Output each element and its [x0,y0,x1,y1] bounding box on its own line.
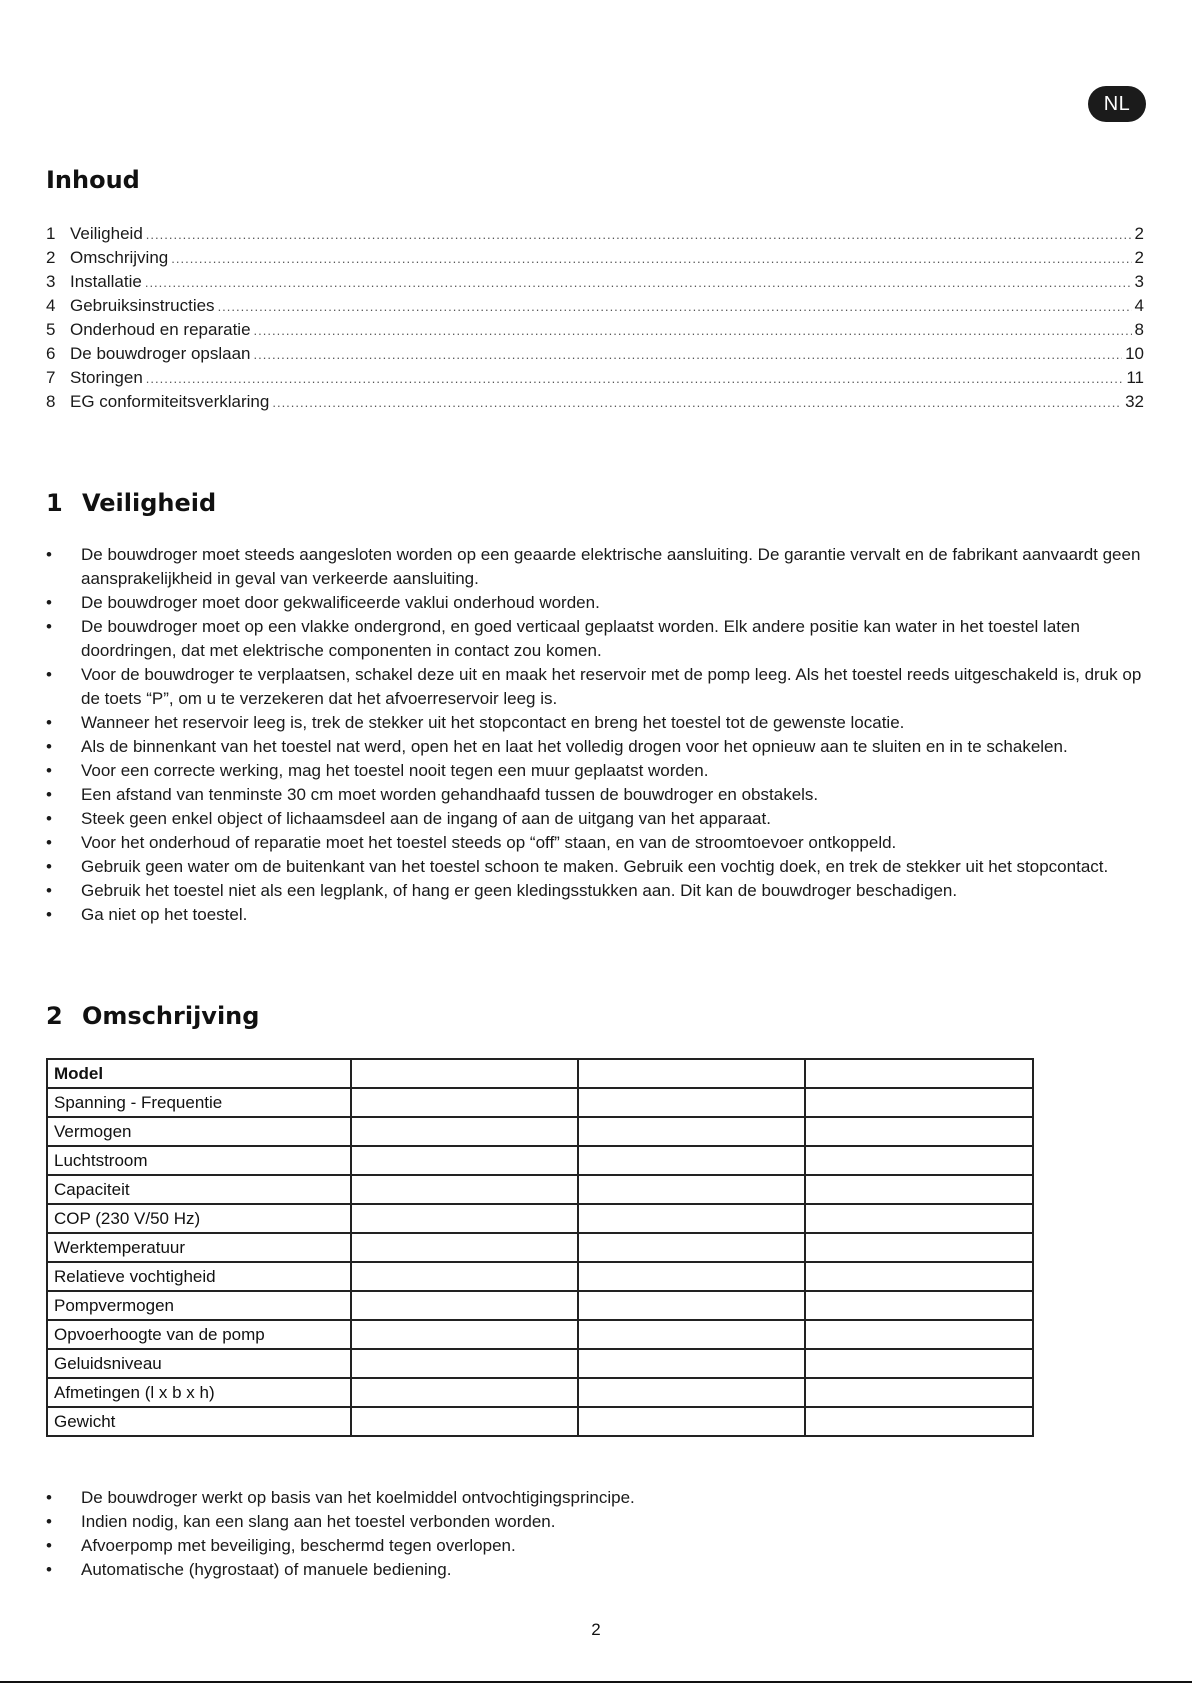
table-cell [351,1117,578,1146]
table-row [47,1262,1033,1291]
toc-entry[interactable] [46,222,1144,246]
toc-leader-dots [272,391,1122,415]
table-cell [805,1088,1033,1117]
table-cell [578,1233,805,1262]
section-title: Veiligheid [82,489,217,517]
table-cell [578,1088,805,1117]
row-label: Afmetingen (l x b x h) [47,1378,351,1407]
table-cell [351,1291,578,1320]
toc-entry-page: 10 [1125,344,1144,363]
table-cell [351,1146,578,1175]
toc-entry-number: 8 [46,392,56,411]
toc-entry-page: 3 [1134,272,1144,291]
table-cell [578,1407,805,1436]
table-cell [351,1320,578,1349]
toc-entry-number: 2 [46,248,56,267]
list-item: • Voor een correcte werking, mag het toestel nooit tegen een muur geplaatst worden. [46,759,1156,783]
toc-entry[interactable] [46,342,1144,366]
toc-entry-title: Storingen [70,368,143,387]
toc-leader-dots [171,247,1131,271]
table-cell [805,1262,1033,1291]
section-title: Omschrijving [82,1002,260,1030]
table-row [47,1204,1033,1233]
table-row [47,1088,1033,1117]
table-row [47,1117,1033,1146]
list-item: • Wanneer het reservoir leeg is, trek de stekker uit het stopcontact en breng het toestel tot de gewenste locatie. [46,711,1156,735]
table-cell [351,1088,578,1117]
table-cell [805,1233,1033,1262]
toc-entry[interactable] [46,246,1144,270]
table-row [47,1378,1033,1407]
section-number: 2 [46,1002,63,1030]
toc-entry-title: Onderhoud en reparatie [70,320,251,339]
list-item: • De bouwdroger moet op een vlakke ondergrond, en goed verticaal geplaatst worden. Elk andere positie kan water in het toestel laten doordringen, dat met elektrische componenten in contact zou komen. [46,615,1156,663]
list-item: • Voor de bouwdroger te verplaatsen, schakel deze uit en maak het reservoir met de pomp leeg. Als het toestel reeds uitgeschakeld is, druk op de toets “P”, om u te verzekeren dat het afvoerreservoir leeg is. [46,663,1156,711]
section-heading-omschrijving [46,1002,259,1030]
toc-entry-page: 8 [1134,320,1144,339]
table-row [47,1349,1033,1378]
row-label: Model [47,1059,351,1088]
list-item: • Gebruik het toestel niet als een legplank, of hang er geen kledingsstukken aan. Dit kan de bouwdroger beschadigen. [46,879,1156,903]
toc-entry[interactable] [46,294,1144,318]
table-cell [805,1175,1033,1204]
toc-entry-title: Installatie [70,272,142,291]
list-item: • De bouwdroger moet steeds aangesloten worden op een geaarde elektrische aansluiting. De garantie vervalt en de fabrikant aanvaardt geen aansprakelijkheid in geval van verkeerde aansluiting. [46,543,1156,591]
list-item: • Steek geen enkel object of lichaamsdeel aan de ingang of aan de uitgang van het apparaat. [46,807,1156,831]
list-item: • Afvoerpomp met beveiliging, beschermd tegen overlopen. [46,1534,1156,1558]
table-cell [805,1407,1033,1436]
toc-leader-dots [254,319,1132,343]
row-label: Gewicht [47,1407,351,1436]
description-list [46,1486,1156,1582]
table-cell [805,1378,1033,1407]
toc-entry-title: De bouwdroger opslaan [70,344,251,363]
safety-list [46,543,1156,927]
toc-entry[interactable] [46,390,1144,414]
table-cell [578,1262,805,1291]
table-cell [578,1146,805,1175]
list-item: • Als de binnenkant van het toestel nat werd, open het en laat het volledig drogen voor het opnieuw aan te sluiten en in te schakelen. [46,735,1156,759]
list-item: • De bouwdroger werkt op basis van het koelmiddel ontvochtigingsprincipe. [46,1486,1156,1510]
list-item: • Gebruik geen water om de buitenkant van het toestel schoon te maken. Gebruik een vochtig doek, en trek de stekker uit het stopcontact. [46,855,1156,879]
table-row [47,1291,1033,1320]
row-label: Spanning - Frequentie [47,1088,351,1117]
toc-entry[interactable] [46,318,1144,342]
row-label: Relatieve vochtigheid [47,1262,351,1291]
table-cell [351,1059,578,1088]
row-label: Vermogen [47,1117,351,1146]
toc-entry-number: 3 [46,272,56,291]
language-badge: NL [1088,86,1146,122]
table-row [47,1146,1033,1175]
toc-entry[interactable] [46,366,1144,390]
list-item: • Een afstand van tenminste 30 cm moet worden gehandhaafd tussen de bouwdroger en obstakels. [46,783,1156,807]
toc-leader-dots [145,271,1132,295]
section-number: 1 [46,489,63,517]
table-cell [351,1233,578,1262]
table-of-contents [46,222,1144,414]
table-cell [351,1262,578,1291]
toc-entry-number: 1 [46,224,56,243]
toc-entry-title: Omschrijving [70,248,169,267]
table-cell [578,1320,805,1349]
list-item: • Automatische (hygrostaat) of manuele bediening. [46,1558,1156,1582]
row-label: Werktemperatuur [47,1233,351,1262]
bottom-divider [0,1681,1192,1683]
toc-entry-title: Veiligheid [70,224,143,243]
row-label: Luchtstroom [47,1146,351,1175]
table-cell [351,1378,578,1407]
toc-entry-number: 4 [46,296,56,315]
table-cell [578,1291,805,1320]
toc-entry-title: EG conformiteitsverklaring [70,392,270,411]
row-label: COP (230 V/50 Hz) [47,1204,351,1233]
row-label: Pompvermogen [47,1291,351,1320]
toc-heading: Inhoud [46,166,140,194]
table-row [47,1059,1033,1088]
table-cell [578,1175,805,1204]
table-row [47,1175,1033,1204]
list-item: • Voor het onderhoud of reparatie moet het toestel steeds op “off” staan, en van de stroomtoevoer ontkoppeld. [46,831,1156,855]
table-cell [578,1059,805,1088]
list-item: • Indien nodig, kan een slang aan het toestel verbonden worden. [46,1510,1156,1534]
table-cell [805,1349,1033,1378]
toc-leader-dots [254,343,1123,367]
toc-entry-page: 4 [1134,296,1144,315]
table-cell [578,1117,805,1146]
toc-entry[interactable] [46,270,1144,294]
table-cell [578,1378,805,1407]
table-cell [805,1146,1033,1175]
table-cell [805,1059,1033,1088]
row-label: Geluidsniveau [47,1349,351,1378]
table-cell [578,1204,805,1233]
table-cell [351,1204,578,1233]
toc-entry-page: 2 [1134,224,1144,243]
table-cell [351,1349,578,1378]
toc-entry-title: Gebruiksinstructies [70,296,215,315]
toc-leader-dots [146,367,1124,391]
row-label: Opvoerhoogte van de pomp [47,1320,351,1349]
toc-leader-dots [218,295,1132,319]
table-row [47,1233,1033,1262]
table-cell [351,1407,578,1436]
toc-entry-number: 6 [46,344,56,363]
toc-entry-page: 2 [1134,248,1144,267]
list-item: • Ga niet op het toestel. [46,903,1156,927]
toc-entry-number: 7 [46,368,56,387]
table-cell [805,1291,1033,1320]
table-row [47,1407,1033,1436]
toc-entry-number: 5 [46,320,56,339]
toc-leader-dots [146,223,1132,247]
table-row [47,1320,1033,1349]
table-cell [805,1320,1033,1349]
page-number: 2 [591,1620,601,1639]
row-label: Capaciteit [47,1175,351,1204]
section-heading-veiligheid [46,489,216,517]
specification-table [46,1058,1034,1437]
table-cell [805,1204,1033,1233]
table-cell [578,1349,805,1378]
table-cell [351,1175,578,1204]
table-cell [805,1117,1033,1146]
toc-entry-page: 32 [1125,392,1144,411]
list-item: • De bouwdroger moet door gekwalificeerde vaklui onderhoud worden. [46,591,1156,615]
toc-entry-page: 11 [1126,368,1144,387]
